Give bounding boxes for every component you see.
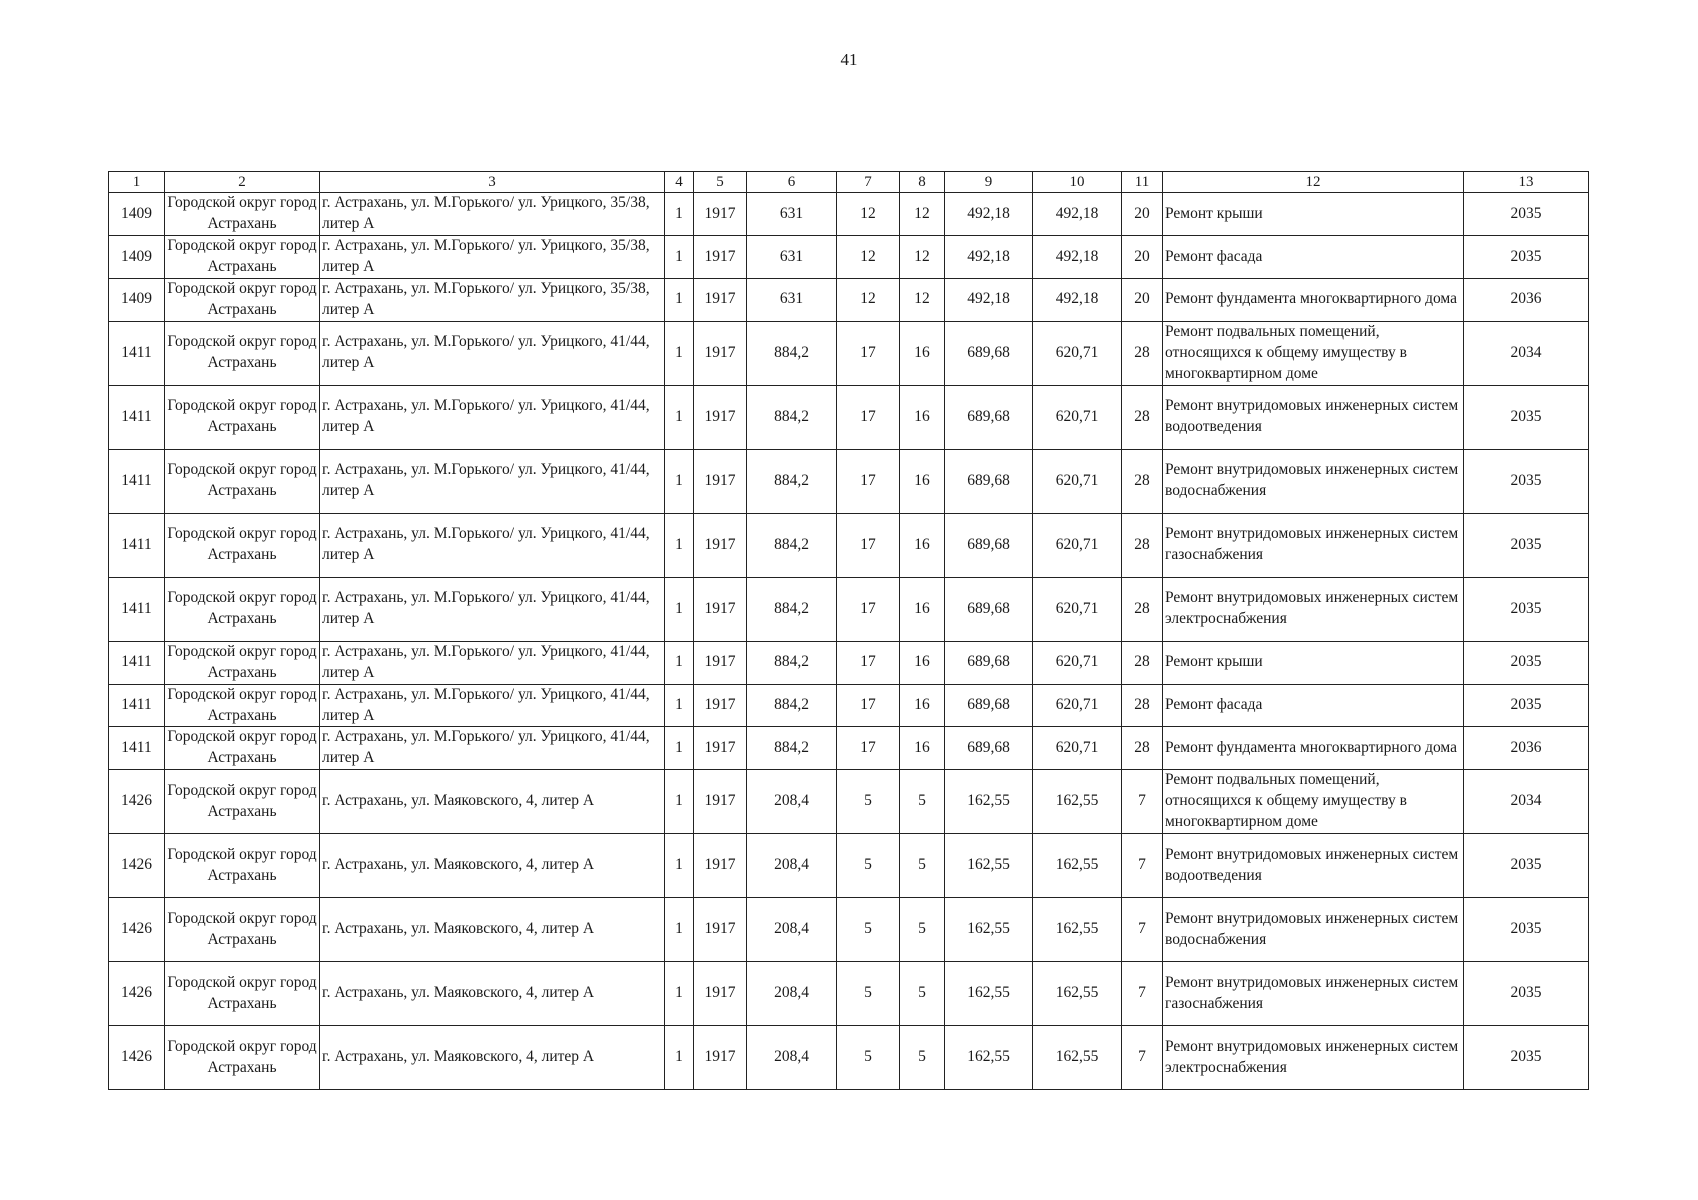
col4-cell: 1 (665, 1026, 694, 1090)
work-type-cell: Ремонт крыши (1163, 641, 1464, 684)
col8-cell: 5 (900, 1026, 945, 1090)
year-cell: 1917 (694, 834, 747, 898)
col6-cell: 884,2 (747, 684, 837, 727)
year-cell: 1917 (694, 684, 747, 727)
year-cell: 1917 (694, 577, 747, 641)
col6-cell: 884,2 (747, 321, 837, 385)
plan-year-cell: 2036 (1464, 278, 1589, 321)
row-id-cell: 1426 (109, 1026, 165, 1090)
col6-cell: 884,2 (747, 385, 837, 449)
col10-cell: 620,71 (1033, 684, 1122, 727)
col4-cell: 1 (665, 513, 694, 577)
col4-cell: 1 (665, 321, 694, 385)
row-id-cell: 1409 (109, 278, 165, 321)
year-cell: 1917 (694, 193, 747, 236)
address-cell: г. Астрахань, ул. Маяковского, 4, литер А (320, 1026, 665, 1090)
work-type-cell: Ремонт фундамента многоквартирного дома (1163, 727, 1464, 770)
address-cell: г. Астрахань, ул. М.Горького/ ул. Урицкого, 35/38, литер А (320, 278, 665, 321)
year-cell: 1917 (694, 1026, 747, 1090)
year-cell: 1917 (694, 962, 747, 1026)
col6-cell: 884,2 (747, 641, 837, 684)
district-cell: Городской округ город Астрахань (165, 513, 320, 577)
col7-cell: 12 (837, 193, 900, 236)
table-row (109, 278, 1589, 321)
table-row (109, 727, 1589, 770)
year-cell: 1917 (694, 385, 747, 449)
district-cell: Городской округ город Астрахань (165, 1026, 320, 1090)
col11-cell: 28 (1122, 513, 1163, 577)
address-cell: г. Астрахань, ул. Маяковского, 4, литер А (320, 834, 665, 898)
col9-cell: 689,68 (945, 727, 1033, 770)
col11-cell: 28 (1122, 577, 1163, 641)
plan-year-cell: 2034 (1464, 770, 1589, 834)
col11-cell: 7 (1122, 898, 1163, 962)
plan-year-cell: 2035 (1464, 513, 1589, 577)
page-number: 41 (840, 50, 858, 69)
header-row (109, 172, 1589, 193)
address-cell: г. Астрахань, ул. М.Горького/ ул. Урицкого, 41/44, литер А (320, 513, 665, 577)
year-cell: 1917 (694, 321, 747, 385)
work-type-cell: Ремонт фасада (1163, 236, 1464, 279)
col8-cell: 5 (900, 962, 945, 1026)
col4-cell: 1 (665, 193, 694, 236)
col11-cell: 7 (1122, 834, 1163, 898)
work-type-cell: Ремонт внутридомовых инженерных систем газоснабжения (1163, 962, 1464, 1026)
column-header: 8 (900, 172, 945, 193)
table-row (109, 898, 1589, 962)
table-row (109, 834, 1589, 898)
col8-cell: 12 (900, 236, 945, 279)
col9-cell: 492,18 (945, 236, 1033, 279)
row-id-cell: 1426 (109, 834, 165, 898)
plan-year-cell: 2035 (1464, 641, 1589, 684)
row-id-cell: 1411 (109, 577, 165, 641)
col6-cell: 884,2 (747, 727, 837, 770)
district-cell: Городской округ город Астрахань (165, 898, 320, 962)
col4-cell: 1 (665, 449, 694, 513)
col9-cell: 689,68 (945, 577, 1033, 641)
work-type-cell: Ремонт внутридомовых инженерных систем водоснабжения (1163, 898, 1464, 962)
work-type-cell: Ремонт внутридомовых инженерных систем электроснабжения (1163, 577, 1464, 641)
plan-year-cell: 2035 (1464, 385, 1589, 449)
col6-cell: 884,2 (747, 513, 837, 577)
row-id-cell: 1411 (109, 684, 165, 727)
col6-cell: 631 (747, 193, 837, 236)
address-cell: г. Астрахань, ул. М.Горького/ ул. Урицкого, 41/44, литер А (320, 684, 665, 727)
col7-cell: 17 (837, 577, 900, 641)
year-cell: 1917 (694, 727, 747, 770)
col7-cell: 5 (837, 770, 900, 834)
address-cell: г. Астрахань, ул. Маяковского, 4, литер А (320, 770, 665, 834)
col11-cell: 20 (1122, 236, 1163, 279)
year-cell: 1917 (694, 641, 747, 684)
col10-cell: 620,71 (1033, 641, 1122, 684)
address-cell: г. Астрахань, ул. М.Горького/ ул. Урицкого, 41/44, литер А (320, 641, 665, 684)
column-header: 3 (320, 172, 665, 193)
address-cell: г. Астрахань, ул. М.Горького/ ул. Урицкого, 41/44, литер А (320, 385, 665, 449)
plan-year-cell: 2035 (1464, 193, 1589, 236)
district-cell: Городской округ город Астрахань (165, 321, 320, 385)
col4-cell: 1 (665, 641, 694, 684)
col6-cell: 208,4 (747, 770, 837, 834)
district-cell: Городской округ город Астрахань (165, 834, 320, 898)
col6-cell: 631 (747, 236, 837, 279)
column-header: 6 (747, 172, 837, 193)
column-header: 1 (109, 172, 165, 193)
column-header: 11 (1122, 172, 1163, 193)
col9-cell: 689,68 (945, 385, 1033, 449)
col9-cell: 689,68 (945, 641, 1033, 684)
col7-cell: 5 (837, 1026, 900, 1090)
row-id-cell: 1409 (109, 193, 165, 236)
table-row (109, 577, 1589, 641)
table-row (109, 641, 1589, 684)
col11-cell: 28 (1122, 641, 1163, 684)
col10-cell: 620,71 (1033, 385, 1122, 449)
col4-cell: 1 (665, 385, 694, 449)
address-cell: г. Астрахань, ул. М.Горького/ ул. Урицкого, 41/44, литер А (320, 577, 665, 641)
col8-cell: 16 (900, 449, 945, 513)
col11-cell: 28 (1122, 684, 1163, 727)
plan-year-cell: 2035 (1464, 684, 1589, 727)
col8-cell: 16 (900, 385, 945, 449)
column-header: 9 (945, 172, 1033, 193)
address-cell: г. Астрахань, ул. М.Горького/ ул. Урицкого, 35/38, литер А (320, 236, 665, 279)
col4-cell: 1 (665, 684, 694, 727)
col10-cell: 620,71 (1033, 449, 1122, 513)
address-cell: г. Астрахань, ул. М.Горького/ ул. Урицкого, 41/44, литер А (320, 449, 665, 513)
plan-year-cell: 2035 (1464, 834, 1589, 898)
district-cell: Городской округ город Астрахань (165, 236, 320, 279)
plan-year-cell: 2035 (1464, 236, 1589, 279)
table-row (109, 236, 1589, 279)
col9-cell: 162,55 (945, 770, 1033, 834)
col9-cell: 162,55 (945, 1026, 1033, 1090)
col7-cell: 5 (837, 962, 900, 1026)
table-row (109, 321, 1589, 385)
district-cell: Городской округ город Астрахань (165, 193, 320, 236)
col8-cell: 12 (900, 278, 945, 321)
col4-cell: 1 (665, 898, 694, 962)
col10-cell: 620,71 (1033, 577, 1122, 641)
col6-cell: 208,4 (747, 1026, 837, 1090)
col4-cell: 1 (665, 962, 694, 1026)
table-row (109, 513, 1589, 577)
work-type-cell: Ремонт внутридомовых инженерных систем водоснабжения (1163, 449, 1464, 513)
col10-cell: 162,55 (1033, 834, 1122, 898)
col8-cell: 16 (900, 321, 945, 385)
row-id-cell: 1411 (109, 641, 165, 684)
column-header: 5 (694, 172, 747, 193)
year-cell: 1917 (694, 278, 747, 321)
row-id-cell: 1426 (109, 898, 165, 962)
col10-cell: 492,18 (1033, 278, 1122, 321)
col4-cell: 1 (665, 577, 694, 641)
col8-cell: 5 (900, 834, 945, 898)
col4-cell: 1 (665, 236, 694, 279)
work-type-cell: Ремонт внутридомовых инженерных систем газоснабжения (1163, 513, 1464, 577)
address-cell: г. Астрахань, ул. М.Горького/ ул. Урицкого, 35/38, литер А (320, 193, 665, 236)
address-cell: г. Астрахань, ул. Маяковского, 4, литер А (320, 898, 665, 962)
district-cell: Городской округ город Астрахань (165, 770, 320, 834)
plan-year-cell: 2035 (1464, 898, 1589, 962)
col8-cell: 16 (900, 684, 945, 727)
col9-cell: 689,68 (945, 321, 1033, 385)
work-type-cell: Ремонт подвальных помещений, относящихся к общему имуществу в многоквартирном доме (1163, 321, 1464, 385)
col7-cell: 17 (837, 385, 900, 449)
district-cell: Городской округ город Астрахань (165, 641, 320, 684)
address-cell: г. Астрахань, ул. М.Горького/ ул. Урицкого, 41/44, литер А (320, 321, 665, 385)
district-cell: Городской округ город Астрахань (165, 449, 320, 513)
year-cell: 1917 (694, 898, 747, 962)
year-cell: 1917 (694, 449, 747, 513)
district-cell: Городской округ город Астрахань (165, 684, 320, 727)
col11-cell: 20 (1122, 193, 1163, 236)
col11-cell: 28 (1122, 727, 1163, 770)
district-cell: Городской округ город Астрахань (165, 727, 320, 770)
col7-cell: 17 (837, 449, 900, 513)
work-type-cell: Ремонт фундамента многоквартирного дома (1163, 278, 1464, 321)
year-cell: 1917 (694, 513, 747, 577)
col4-cell: 1 (665, 727, 694, 770)
col10-cell: 162,55 (1033, 1026, 1122, 1090)
col6-cell: 208,4 (747, 834, 837, 898)
column-header: 12 (1163, 172, 1464, 193)
row-id-cell: 1426 (109, 962, 165, 1026)
district-cell: Городской округ город Астрахань (165, 962, 320, 1026)
col6-cell: 208,4 (747, 898, 837, 962)
row-id-cell: 1409 (109, 236, 165, 279)
col7-cell: 12 (837, 278, 900, 321)
column-header: 13 (1464, 172, 1589, 193)
col11-cell: 28 (1122, 385, 1163, 449)
col9-cell: 689,68 (945, 684, 1033, 727)
col7-cell: 17 (837, 641, 900, 684)
work-type-cell: Ремонт внутридомовых инженерных систем электроснабжения (1163, 1026, 1464, 1090)
table-row (109, 962, 1589, 1026)
col8-cell: 5 (900, 898, 945, 962)
col10-cell: 620,71 (1033, 727, 1122, 770)
work-type-cell: Ремонт фасада (1163, 684, 1464, 727)
col8-cell: 12 (900, 193, 945, 236)
col10-cell: 162,55 (1033, 962, 1122, 1026)
plan-year-cell: 2036 (1464, 727, 1589, 770)
column-header: 4 (665, 172, 694, 193)
col8-cell: 16 (900, 577, 945, 641)
row-id-cell: 1411 (109, 385, 165, 449)
row-id-cell: 1426 (109, 770, 165, 834)
col11-cell: 7 (1122, 962, 1163, 1026)
column-header: 2 (165, 172, 320, 193)
col7-cell: 17 (837, 684, 900, 727)
col9-cell: 162,55 (945, 898, 1033, 962)
district-cell: Городской округ город Астрахань (165, 278, 320, 321)
col8-cell: 16 (900, 513, 945, 577)
table-row (109, 193, 1589, 236)
col9-cell: 689,68 (945, 449, 1033, 513)
table-row (109, 770, 1589, 834)
col4-cell: 1 (665, 770, 694, 834)
work-type-cell: Ремонт внутридомовых инженерных систем водоотведения (1163, 834, 1464, 898)
col10-cell: 492,18 (1033, 236, 1122, 279)
col8-cell: 16 (900, 727, 945, 770)
work-type-cell: Ремонт внутридомовых инженерных систем водоотведения (1163, 385, 1464, 449)
col4-cell: 1 (665, 278, 694, 321)
plan-year-cell: 2034 (1464, 321, 1589, 385)
col7-cell: 17 (837, 513, 900, 577)
plan-year-cell: 2035 (1464, 962, 1589, 1026)
col8-cell: 5 (900, 770, 945, 834)
col4-cell: 1 (665, 834, 694, 898)
year-cell: 1917 (694, 236, 747, 279)
col10-cell: 620,71 (1033, 513, 1122, 577)
col11-cell: 20 (1122, 278, 1163, 321)
col7-cell: 17 (837, 727, 900, 770)
plan-year-cell: 2035 (1464, 449, 1589, 513)
col6-cell: 884,2 (747, 449, 837, 513)
col7-cell: 12 (837, 236, 900, 279)
district-cell: Городской округ город Астрахань (165, 577, 320, 641)
col6-cell: 208,4 (747, 962, 837, 1026)
column-number-header (109, 172, 1589, 193)
col10-cell: 620,71 (1033, 321, 1122, 385)
row-id-cell: 1411 (109, 727, 165, 770)
table-row (109, 449, 1589, 513)
col6-cell: 884,2 (747, 577, 837, 641)
col11-cell: 28 (1122, 449, 1163, 513)
col6-cell: 631 (747, 278, 837, 321)
plan-year-cell: 2035 (1464, 577, 1589, 641)
col9-cell: 689,68 (945, 513, 1033, 577)
col9-cell: 162,55 (945, 834, 1033, 898)
district-cell: Городской округ город Астрахань (165, 385, 320, 449)
col7-cell: 17 (837, 321, 900, 385)
row-id-cell: 1411 (109, 321, 165, 385)
table-row (109, 385, 1589, 449)
col10-cell: 162,55 (1033, 770, 1122, 834)
col11-cell: 7 (1122, 1026, 1163, 1090)
row-id-cell: 1411 (109, 449, 165, 513)
col9-cell: 162,55 (945, 962, 1033, 1026)
table-row (109, 684, 1589, 727)
row-id-cell: 1411 (109, 513, 165, 577)
col9-cell: 492,18 (945, 193, 1033, 236)
column-header: 7 (837, 172, 900, 193)
work-type-cell: Ремонт подвальных помещений, относящихся к общему имуществу в многоквартирном доме (1163, 770, 1464, 834)
table-body (109, 193, 1589, 1090)
col9-cell: 492,18 (945, 278, 1033, 321)
col10-cell: 492,18 (1033, 193, 1122, 236)
col7-cell: 5 (837, 834, 900, 898)
col7-cell: 5 (837, 898, 900, 962)
col11-cell: 28 (1122, 321, 1163, 385)
work-type-cell: Ремонт крыши (1163, 193, 1464, 236)
col8-cell: 16 (900, 641, 945, 684)
table-row (109, 1026, 1589, 1090)
column-header: 10 (1033, 172, 1122, 193)
col10-cell: 162,55 (1033, 898, 1122, 962)
address-cell: г. Астрахань, ул. М.Горького/ ул. Урицкого, 41/44, литер А (320, 727, 665, 770)
address-cell: г. Астрахань, ул. Маяковского, 4, литер А (320, 962, 665, 1026)
plan-year-cell: 2035 (1464, 1026, 1589, 1090)
col11-cell: 7 (1122, 770, 1163, 834)
year-cell: 1917 (694, 770, 747, 834)
repair-schedule-table (108, 171, 1589, 1090)
